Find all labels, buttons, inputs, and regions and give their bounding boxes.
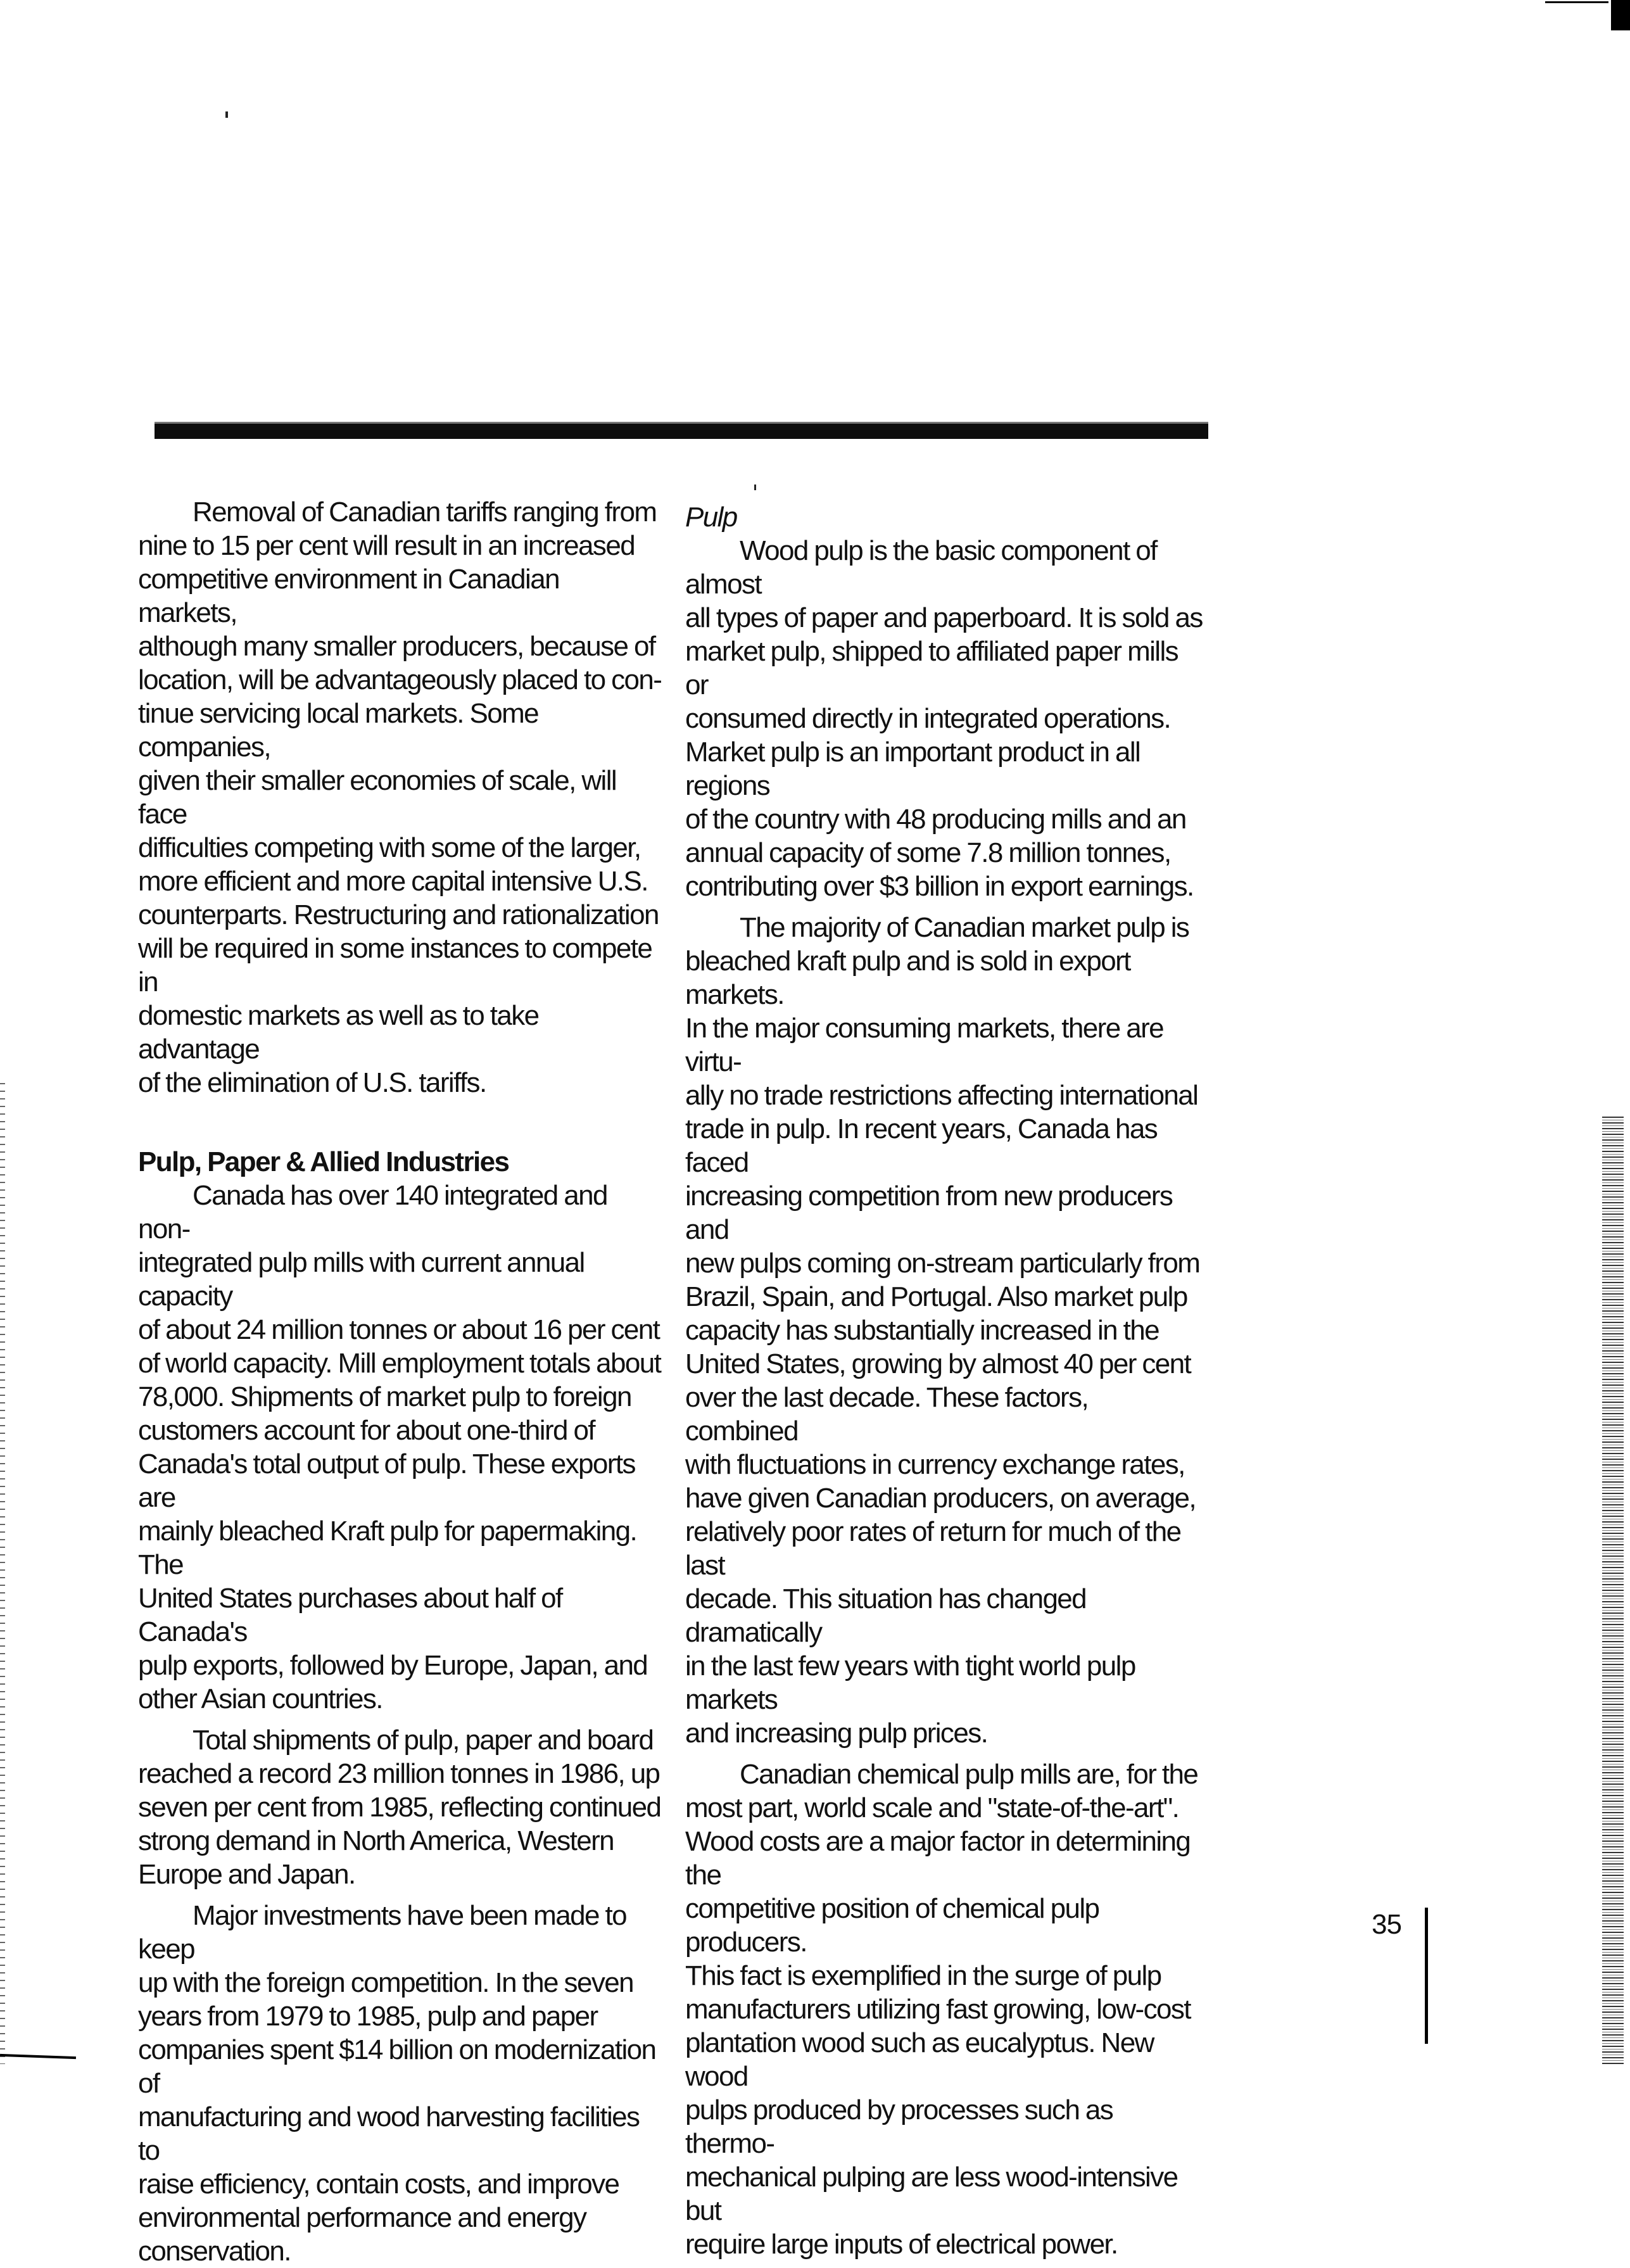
page-number-rule <box>1425 1908 1428 2044</box>
page-number: 35 <box>1372 1909 1401 1940</box>
scan-edge-speckle-right <box>1602 1115 1624 2064</box>
scan-edge-bottom <box>0 2054 76 2059</box>
section-heading: Pulp, Paper & Allied Industries <box>138 1146 509 1177</box>
pulp-subheading: Pulp <box>685 502 737 533</box>
scan-edge-mark-top <box>1545 1 1608 3</box>
right-column <box>685 500 1204 2261</box>
shipments-paragraph: Total shipments of pulp, paper and board reached a record 23 million tonnes in 1986, up seven per cent from 1985, reflecting continued strong demand in North America, Western Europe and Japan. <box>138 1725 661 1890</box>
market-pulp-paragraph: The majority of Canadian market pulp is bleached kraft pulp and is sold in export markets. In the major consuming markets, there are virtu- ally no trade restrictions affecting international trade in pulp. In recent years, Canada has faced increasing competition from new producers and new pulps coming on-stream particularly from Brazil, Spain, and Portugal. Also market pulp capacity has substantially increased in the United States, growing by almost 40 per cent over the last decade. These factors, combined with fluctuations in currency exchange rates, have given Canadian producers, on average, relatively poor rates of return for much of the last decade. This situation has changed dramatically in the last few years with tight world pulp markets and increasing pulp prices. <box>685 912 1200 1749</box>
left-column <box>138 495 664 2268</box>
scan-speck <box>754 485 756 490</box>
tariff-removal-paragraph: Removal of Canadian tariffs ranging from nine to 15 per cent will result in an increased competitive environment in Canadian markets, although many smaller producers, because of location, will be advantageously placed to con- tinue servicing local markets. Some companies, given their smaller economies of scale, will face difficulties competing with some of the larger, more efficient and more capital intensive U.S. counterparts. Restructuring and rationalization will be required in some instances to compete in domestic markets as well as to take advantage of the elimination of U.S. tariffs. <box>138 497 662 1098</box>
chemical-pulp-paragraph: Canadian chemical pulp mills are, for the most part, world scale and "state-of-the-art". Wood costs are a major factor in determining the competitive position of chemical pulp producers. This fact is exemplified in the surge of pulp manufacturers utilizing fast growing, low-cost plantation wood such as eucalyptus. New wood pulps produced by processes such as thermo- mechanical pulping are less wood-intensive but require large inputs of electrical power. <box>685 1759 1198 2260</box>
industry-overview-paragraph: Canada has over 140 integrated and non- integrated pulp mills with current annual capacity of about 24 million tonnes or about 16 per cent of world capacity. Mill employment totals about 78,000. Shipments of market pulp to foreign customers account for about one-third of Canada's total output of pulp. These exports are mainly bleached Kraft pulp for papermaking. The United States purchases about half of Canada's pulp exports, followed by Europe, Japan, and other Asian countries. <box>138 1180 661 1714</box>
scan-speck <box>225 111 228 118</box>
header-rule <box>155 422 1208 439</box>
investments-paragraph: Major investments have been made to keep up with the foreign competition. In the seven years from 1979 to 1985, pulp and paper companies spent $14 billion on modernization of manufacturing and wood harvesting facilities to raise efficiency, contain costs, and improve environmental performance and energy conservation. <box>138 1900 656 2267</box>
scan-edge-left <box>0 1077 5 2064</box>
wood-pulp-paragraph: Wood pulp is the basic component of almost all types of paper and paperboard. It is sold as market pulp, shipped to affiliated paper mills or consumed directly in integrated operations. Market pulp is an important product in all regions of the country with 48 producing mills and an annual capacity of some 7.8 million tonnes, contributing over $3 billion in export earnings. <box>685 535 1203 902</box>
scan-corner-mark <box>1611 0 1630 30</box>
